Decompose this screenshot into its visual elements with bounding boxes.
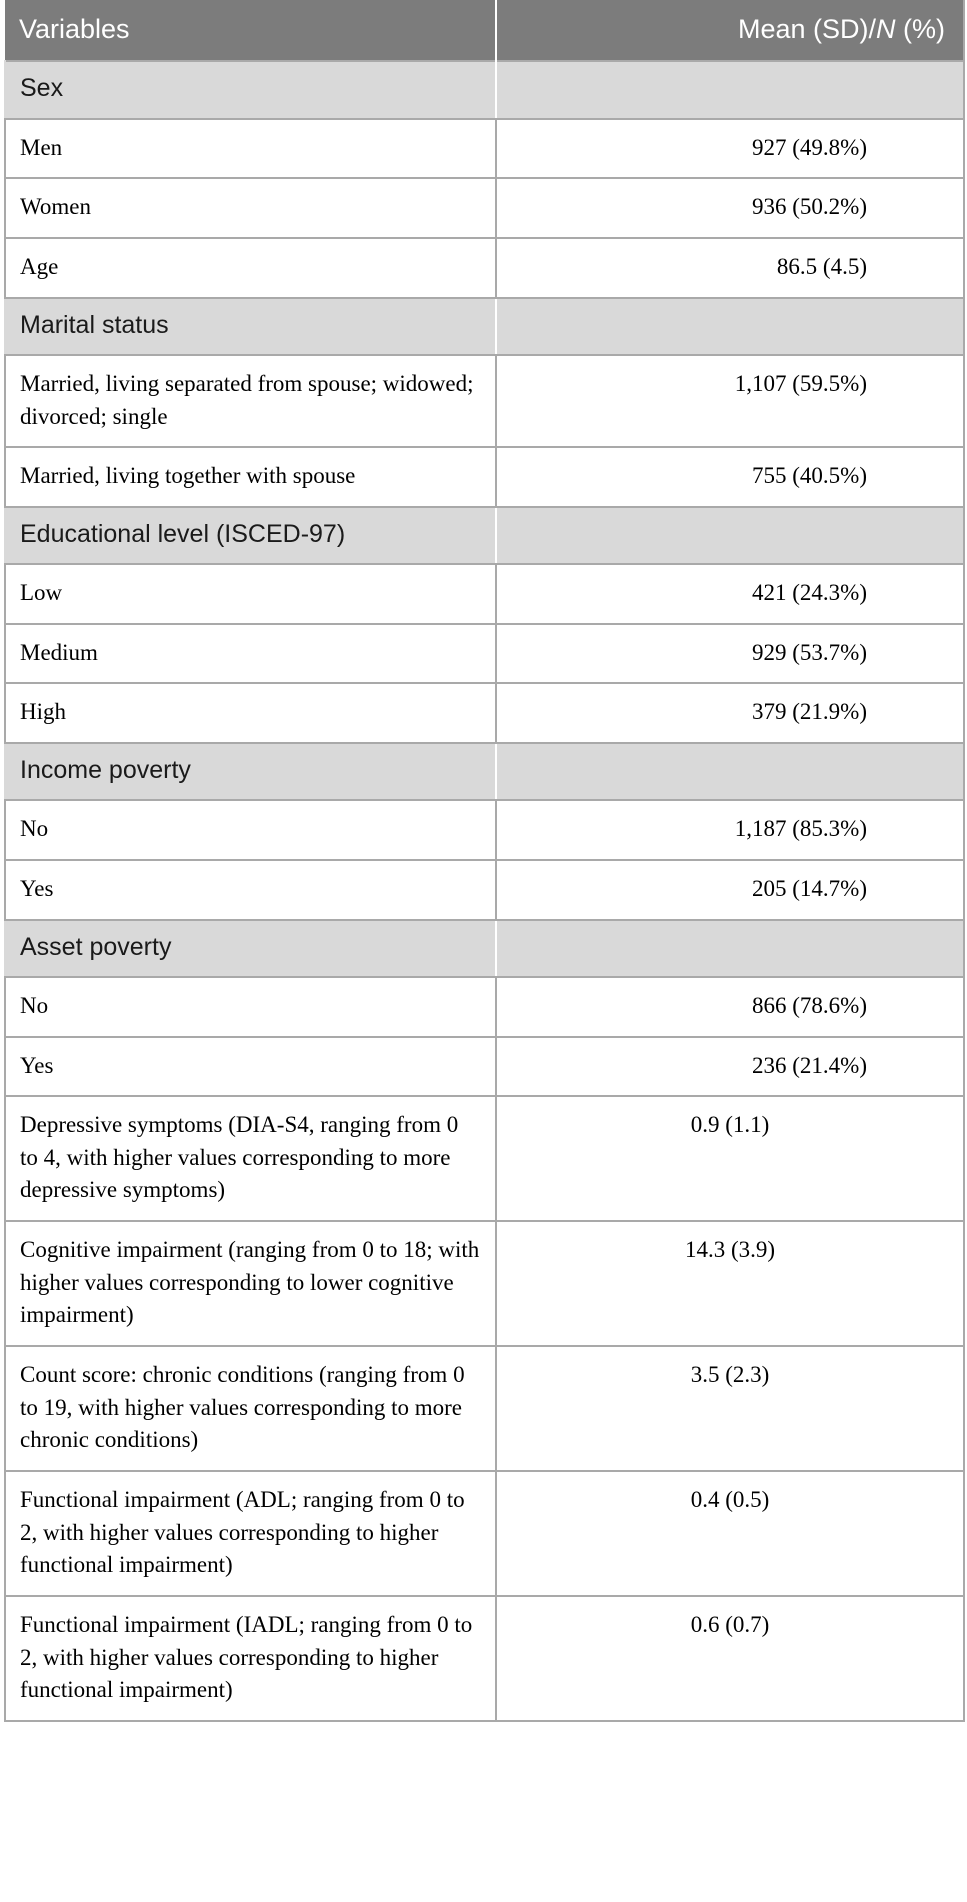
variable-label: Married, living together with spouse xyxy=(5,447,496,507)
table-row xyxy=(5,1346,964,1471)
section-value-cell xyxy=(496,920,964,977)
section-label: Sex xyxy=(5,61,496,118)
section-label: Asset poverty xyxy=(5,920,496,977)
section-label: Marital status xyxy=(5,298,496,355)
variable-label: Yes xyxy=(5,860,496,920)
value-cell: 927 (49.8%) xyxy=(496,119,964,179)
table-header-row xyxy=(5,0,964,61)
variable-label: Functional impairment (IADL; ranging from 0 to 2, with higher values corresponding to higher functional impairment) xyxy=(5,1596,496,1721)
variable-label: Medium xyxy=(5,624,496,684)
table-row xyxy=(5,624,964,684)
table-section-row xyxy=(5,743,964,800)
variable-label: Yes xyxy=(5,1037,496,1097)
table-row xyxy=(5,119,964,179)
variable-label: Men xyxy=(5,119,496,179)
section-value-cell xyxy=(496,61,964,118)
table-row xyxy=(5,1096,964,1221)
table-row xyxy=(5,1471,964,1596)
variable-label: Low xyxy=(5,564,496,624)
table-row xyxy=(5,178,964,238)
table-header xyxy=(5,0,964,61)
value-cell: 0.6 (0.7) xyxy=(496,1596,964,1721)
value-cell: 14.3 (3.9) xyxy=(496,1221,964,1346)
table-row xyxy=(5,1221,964,1346)
variable-label: Depressive symptoms (DIA-S4, ranging from 0 to 4, with higher values corresponding to more depressive symptoms) xyxy=(5,1096,496,1221)
table-section-row xyxy=(5,507,964,564)
variable-label: No xyxy=(5,800,496,860)
variable-label: Age xyxy=(5,238,496,298)
value-cell: 379 (21.9%) xyxy=(496,683,964,743)
column-header-variables: Variables xyxy=(5,0,496,61)
value-cell: 3.5 (2.3) xyxy=(496,1346,964,1471)
table-row xyxy=(5,564,964,624)
table-row xyxy=(5,447,964,507)
column-header-italic-n: N xyxy=(876,14,896,44)
table-body xyxy=(5,61,964,1721)
table-row xyxy=(5,238,964,298)
value-cell: 421 (24.3%) xyxy=(496,564,964,624)
variable-label: High xyxy=(5,683,496,743)
value-cell: 0.9 (1.1) xyxy=(496,1096,964,1221)
table-row xyxy=(5,977,964,1037)
table-section-row xyxy=(5,920,964,977)
value-cell: 866 (78.6%) xyxy=(496,977,964,1037)
variable-label: No xyxy=(5,977,496,1037)
section-value-cell xyxy=(496,743,964,800)
value-cell: 0.4 (0.5) xyxy=(496,1471,964,1596)
value-cell: 936 (50.2%) xyxy=(496,178,964,238)
column-header-mean-sd-n-percent xyxy=(496,0,964,61)
section-value-cell xyxy=(496,507,964,564)
variable-label: Count score: chronic conditions (ranging from 0 to 19, with higher values corresponding to more chronic conditions) xyxy=(5,1346,496,1471)
value-cell: 1,187 (85.3%) xyxy=(496,800,964,860)
table-row xyxy=(5,1596,964,1721)
column-header-prefix: Mean (SD)/ xyxy=(737,14,876,44)
table-row xyxy=(5,355,964,447)
table-row xyxy=(5,860,964,920)
variable-label: Women xyxy=(5,178,496,238)
variable-label: Cognitive impairment (ranging from 0 to 18; with higher values corresponding to lower cognitive impairment) xyxy=(5,1221,496,1346)
table-row xyxy=(5,800,964,860)
table-section-row xyxy=(5,298,964,355)
variable-label: Married, living separated from spouse; widowed; divorced; single xyxy=(5,355,496,447)
table-row xyxy=(5,1037,964,1097)
descriptive-statistics-table xyxy=(4,0,965,1722)
table-section-row xyxy=(5,61,964,118)
value-cell: 1,107 (59.5%) xyxy=(496,355,964,447)
value-cell: 929 (53.7%) xyxy=(496,624,964,684)
value-cell: 205 (14.7%) xyxy=(496,860,964,920)
section-label: Educational level (ISCED-97) xyxy=(5,507,496,564)
value-cell: 86.5 (4.5) xyxy=(496,238,964,298)
value-cell: 236 (21.4%) xyxy=(496,1037,964,1097)
section-value-cell xyxy=(496,298,964,355)
variable-label: Functional impairment (ADL; ranging from 0 to 2, with higher values corresponding to higher functional impairment) xyxy=(5,1471,496,1596)
column-header-suffix: (%) xyxy=(895,14,945,44)
section-label: Income poverty xyxy=(5,743,496,800)
table-row xyxy=(5,683,964,743)
value-cell: 755 (40.5%) xyxy=(496,447,964,507)
